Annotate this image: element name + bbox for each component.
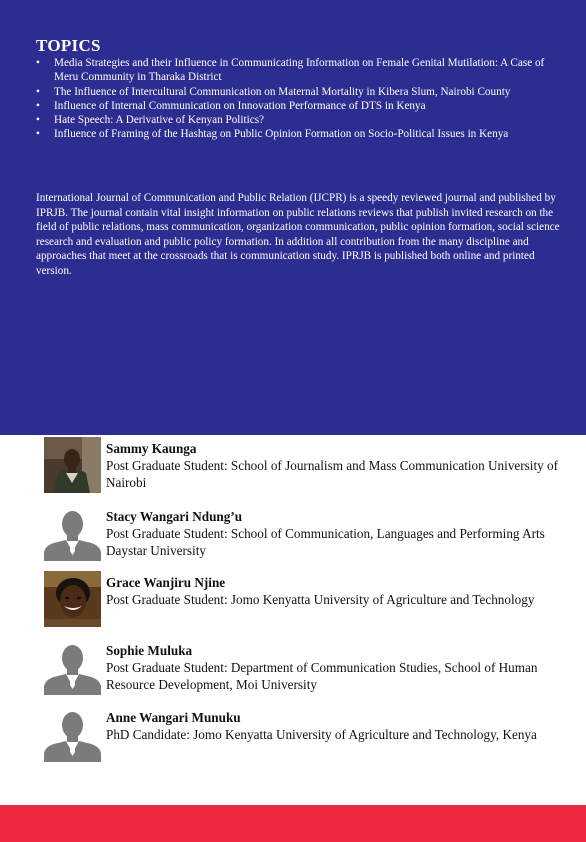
- bottom-color-band: [0, 805, 586, 842]
- bullet-icon: •: [36, 128, 40, 141]
- topic-item: • Influence of Internal Communication on Innovation Performance of DTS in Kenya: [36, 99, 426, 112]
- author-entry: [44, 437, 574, 495]
- author-entry: [44, 505, 574, 563]
- topics-heading: TOPICS: [36, 36, 101, 55]
- author-name: Sammy Kaunga: [106, 441, 197, 456]
- topic-item: • Hate Speech: A Derivative of Kenyan Politics?: [36, 114, 265, 127]
- author-entry: [44, 571, 574, 629]
- topic-item: • Influence of Framing of the Hashtag on Public Opinion Formation on Socio-Political Issues in Kenya: [36, 128, 509, 141]
- author-name: Stacy Wangari Ndung’u: [106, 509, 243, 524]
- author-affiliation: Post Graduate Student: Jomo Kenyatta University of Agriculture and Technology: [106, 591, 535, 607]
- author-affiliation: PhD Candidate: Jomo Kenyatta University of Agriculture and Technology, Kenya: [106, 726, 537, 742]
- avatar-placeholder-icon: [44, 639, 101, 695]
- author-entry: [44, 706, 574, 764]
- author-name: Sophie Muluka: [106, 643, 193, 658]
- topic-item: • Media Strategies and their Influence in Communicating Information on Female Genital Mutilation: A Case of Meru Community in Tharaka District: [36, 57, 545, 84]
- author-affiliation: Post Graduate Student: Department of Communication Studies, School of Human Resource Development, Moi University: [106, 659, 538, 692]
- avatar-placeholder-icon: [44, 505, 101, 561]
- bullet-icon: •: [36, 99, 40, 112]
- author-entry: [44, 639, 574, 697]
- author-photo: [44, 437, 101, 493]
- topic-item: • The Influence of Intercultural Communication on Maternal Mortality in Kibera Slum, Nairobi County: [36, 85, 511, 98]
- author-affiliation: Post Graduate Student: School of Journalism and Mass Communication University of Nairobi: [106, 457, 558, 490]
- avatar-placeholder-icon: [44, 706, 101, 762]
- bullet-icon: •: [36, 85, 40, 98]
- bullet-icon: •: [36, 114, 40, 127]
- author-name: Anne Wangari Munuku: [106, 710, 241, 725]
- topics-list: [36, 56, 564, 142]
- author-name: Grace Wanjiru Njine: [106, 575, 226, 590]
- author-affiliation: Post Graduate Student: School of Communication, Languages and Performing Arts Daystar University: [106, 525, 545, 558]
- author-photo: [44, 571, 101, 627]
- bullet-icon: •: [36, 57, 40, 69]
- journal-description: International Journal of Communication and Public Relation (IJCPR) is a speedy reviewed journal and published by IPRJB. The journal contain vital insight information on public relations reviews that publish invited research on the field of public relations, mass communication, organization communication, public opinion formation, social science research and evaluation and public policy formation. In addition all contribution from the many discipline and approaches that meet at the crossroads that is communication study. IPRJB is published both online and printed version.: [36, 192, 560, 277]
